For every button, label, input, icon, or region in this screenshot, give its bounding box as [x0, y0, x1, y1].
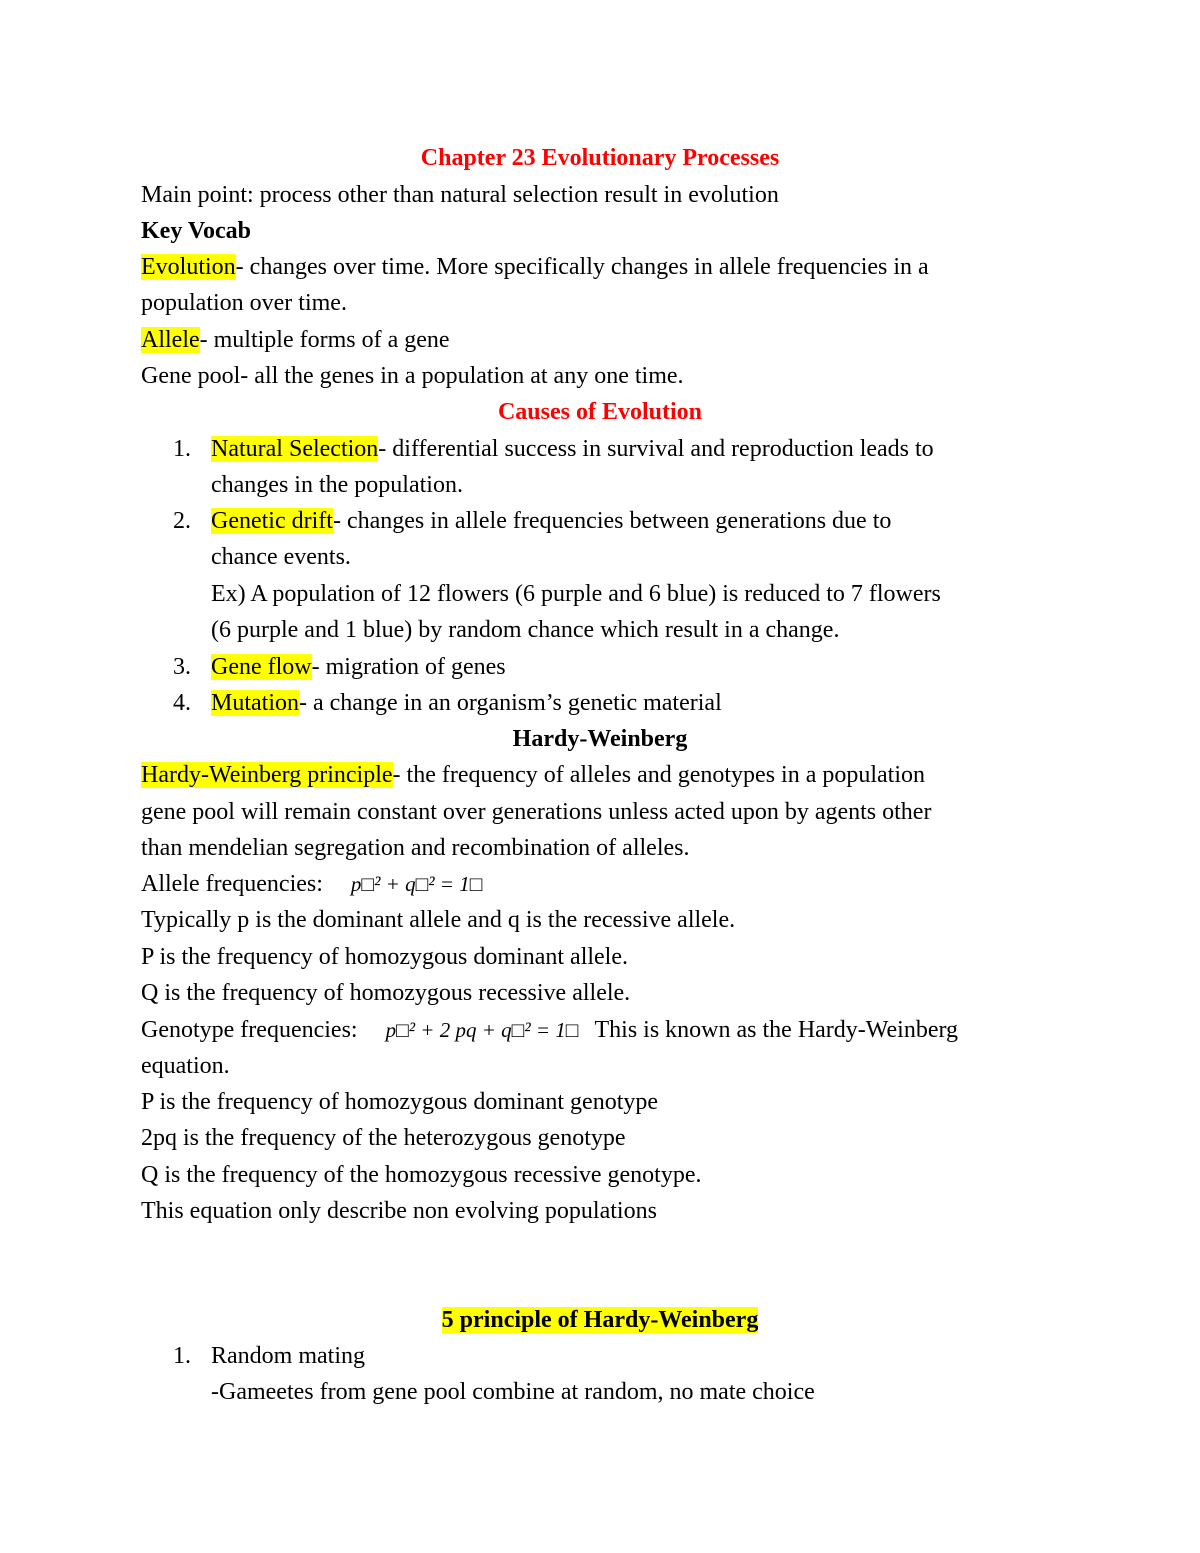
example-line: (6 purple and 1 blue) by random chance which result in a change.	[211, 617, 840, 643]
text-line: P is the frequency of homozygous dominant allele.	[141, 944, 628, 970]
def-natural-selection: - differential success in survival and reproduction leads to	[378, 436, 934, 462]
term-genetic-drift: Genetic drift	[211, 508, 333, 534]
def-evolution: - changes over time. More specifically changes in allele frequencies in a	[235, 254, 929, 280]
list-item-cont: changes in the population.	[211, 472, 463, 498]
text-line: This equation only describe non evolving populations	[141, 1198, 657, 1224]
text-line: P is the frequency of homozygous dominant genotype	[141, 1089, 659, 1115]
genotype-frequencies-line	[141, 1015, 958, 1045]
principles-heading-text: 5 principle of Hardy-Weinberg	[441, 1307, 759, 1333]
allele-frequencies-line	[141, 869, 482, 899]
list-item	[211, 688, 722, 718]
list-item	[211, 506, 891, 536]
text-line: Q is the frequency of the homozygous recessive genotype.	[141, 1162, 702, 1188]
hw-principle-cont: than mendelian segregation and recombination of alleles.	[141, 835, 690, 861]
def-allele: - multiple forms of a gene	[199, 327, 450, 353]
term-allele: Allele	[141, 327, 200, 353]
def-mutation: - a change in an organism’s genetic material	[299, 690, 722, 716]
key-vocab-heading: Key Vocab	[141, 218, 252, 244]
allele-equation: p□² + q□² = 1□	[350, 872, 483, 896]
example-line: Ex) A population of 12 flowers (6 purple and 6 blue) is reduced to 7 flowers	[211, 581, 941, 607]
text-line: 2pq is the frequency of the heterozygous genotype	[141, 1125, 626, 1151]
term-mutation: Mutation	[211, 690, 299, 716]
def-genetic-drift: - changes in allele frequencies between generations due to	[332, 508, 892, 534]
list-item	[211, 652, 506, 682]
vocab-gene-pool: Gene pool- all the genes in a population at any one time.	[141, 363, 684, 389]
list-number: 2.	[173, 508, 191, 534]
known-as-text: This is known as the Hardy-Weinberg	[594, 1017, 959, 1043]
allele-freq-label: Allele frequencies:	[141, 871, 323, 897]
causes-heading: Causes of Evolution	[497, 399, 703, 425]
vocab-evolution-cont: population over time.	[141, 290, 347, 316]
principle-detail: -Gameetes from gene pool combine at random, no mate choice	[211, 1379, 815, 1405]
term-evolution: Evolution	[141, 254, 236, 280]
main-point: Main point: process other than natural selection result in evolution	[141, 182, 779, 208]
list-number: 1.	[173, 1343, 191, 1369]
genotype-freq-label: Genotype frequencies:	[141, 1017, 358, 1043]
principle-item: Random mating	[211, 1343, 365, 1369]
principles-heading	[0, 1305, 1200, 1335]
list-item-cont: chance events.	[211, 544, 351, 570]
vocab-evolution	[141, 252, 929, 282]
def-gene-flow: - migration of genes	[311, 654, 506, 680]
list-number: 1.	[173, 436, 191, 462]
hw-principle	[141, 760, 925, 790]
page-title: Chapter 23 Evolutionary Processes	[420, 145, 780, 171]
hw-heading: Hardy-Weinberg	[512, 726, 688, 752]
vocab-allele	[141, 325, 450, 355]
term-natural-selection: Natural Selection	[211, 436, 379, 462]
def-hw-principle: - the frequency of alleles and genotypes in a population	[392, 762, 926, 788]
list-number: 3.	[173, 654, 191, 680]
list-item	[211, 434, 934, 464]
list-number: 4.	[173, 690, 191, 716]
text-line: Typically p is the dominant allele and q is the recessive allele.	[141, 907, 736, 933]
term-gene-flow: Gene flow	[211, 654, 312, 680]
hw-principle-cont: gene pool will remain constant over generations unless acted upon by agents other	[141, 799, 932, 825]
text-line: Q is the frequency of homozygous recessive allele.	[141, 980, 631, 1006]
text-line: equation.	[141, 1053, 230, 1079]
genotype-equation: p□² + 2 pq + q□² = 1□	[385, 1018, 579, 1042]
term-hw-principle: Hardy-Weinberg principle	[141, 762, 393, 788]
